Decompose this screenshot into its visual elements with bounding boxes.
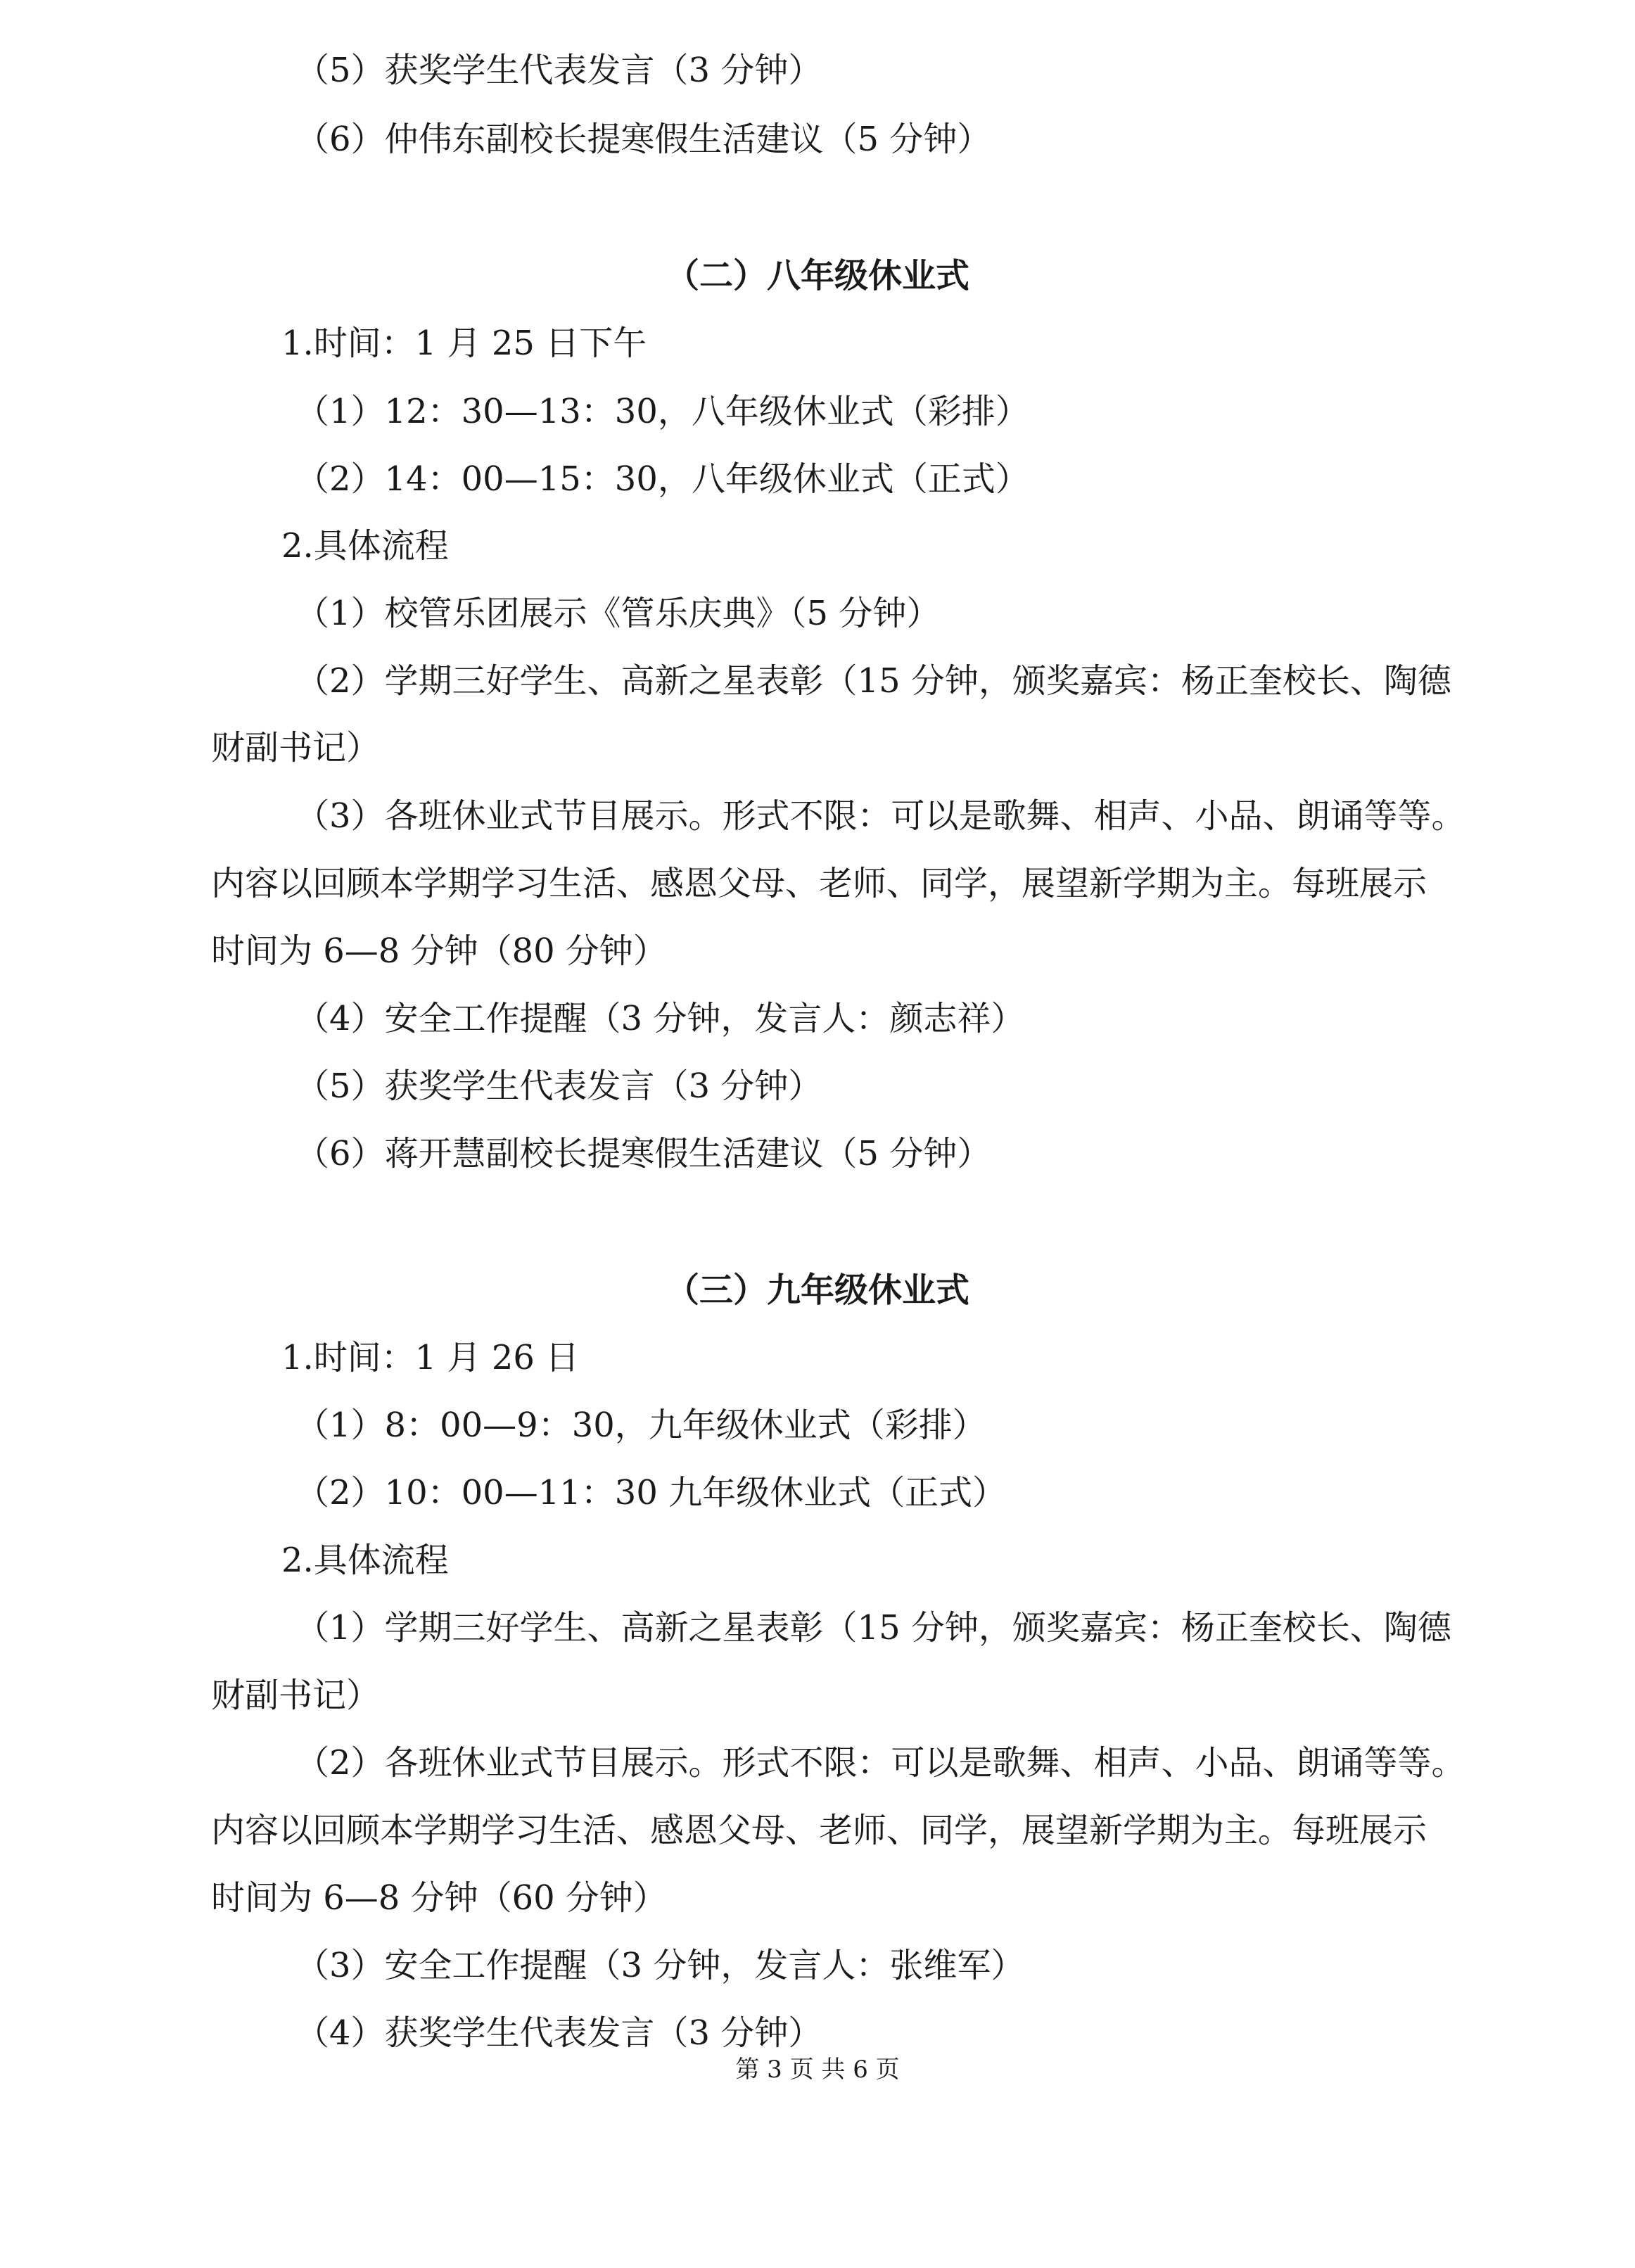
grade9-time-2: （2）10：00—11：30 九年级休业式（正式） bbox=[295, 1473, 1007, 1512]
grade8-flow-2-line-2: 财副书记） bbox=[211, 728, 381, 767]
grade9-flow-1-line-1: （1）学期三好学生、高新之星表彰（15 分钟，颁奖嘉宾：杨正奎校长、陶德 bbox=[295, 1608, 1451, 1648]
grade9-flow-2-line-2: 内容以回顾本学期学习生活、感恩父母、老师、同学，展望新学期为主。每班展示 bbox=[211, 1811, 1427, 1850]
section-heading-grade9: （三）九年级休业式 bbox=[665, 1270, 969, 1310]
section-heading-grade8: （二）八年级休业式 bbox=[665, 256, 969, 295]
grade8-flow-1: （1）校管乐团展示《管乐庆典》（5 分钟） bbox=[295, 594, 941, 633]
grade8-flow-label: 2.具体流程 bbox=[281, 526, 449, 566]
top-item-6: （6）仲伟东副校长提寒假生活建议（5 分钟） bbox=[295, 120, 991, 159]
grade9-time-1: （1）8：00—9：30，九年级休业式（彩排） bbox=[295, 1406, 986, 1445]
grade8-time-label: 1.时间：1 月 25 日下午 bbox=[281, 324, 647, 363]
grade9-flow-3: （3）安全工作提醒（3 分钟，发言人：张维军） bbox=[295, 1946, 1025, 1985]
page-number-footer: 第 3 页 共 6 页 bbox=[735, 2056, 900, 2084]
grade8-flow-6: （6）蒋开慧副校长提寒假生活建议（5 分钟） bbox=[295, 1134, 991, 1173]
grade9-flow-label: 2.具体流程 bbox=[281, 1541, 449, 1580]
grade8-time-2: （2）14：00—15：30，八年级休业式（正式） bbox=[295, 459, 1029, 499]
grade8-flow-4: （4）安全工作提醒（3 分钟，发言人：颜志祥） bbox=[295, 999, 1025, 1038]
grade9-flow-2-line-3: 时间为 6—8 分钟（60 分钟） bbox=[211, 1878, 667, 1918]
grade9-flow-2-line-1: （2）各班休业式节目展示。形式不限：可以是歌舞、相声、小品、朗诵等等。 bbox=[295, 1743, 1465, 1783]
grade8-time-1: （1）12：30—13：30，八年级休业式（彩排） bbox=[295, 392, 1029, 431]
grade8-flow-5: （5）获奖学生代表发言（3 分钟） bbox=[295, 1066, 822, 1106]
grade8-flow-2-line-1: （2）学期三好学生、高新之星表彰（15 分钟，颁奖嘉宾：杨正奎校长、陶德 bbox=[295, 661, 1451, 701]
top-item-5: （5）获奖学生代表发言（3 分钟） bbox=[295, 51, 822, 90]
grade9-time-label: 1.时间：1 月 26 日 bbox=[281, 1338, 580, 1377]
grade9-flow-4: （4）获奖学生代表发言（3 分钟） bbox=[295, 2013, 822, 2053]
grade8-flow-3-line-1: （3）各班休业式节目展示。形式不限：可以是歌舞、相声、小品、朗诵等等。 bbox=[295, 796, 1465, 836]
grade8-flow-3-line-3: 时间为 6—8 分钟（80 分钟） bbox=[211, 931, 667, 971]
grade9-flow-1-line-2: 财副书记） bbox=[211, 1676, 381, 1715]
grade8-flow-3-line-2: 内容以回顾本学期学习生活、感恩父母、老师、同学，展望新学期为主。每班展示 bbox=[211, 864, 1427, 903]
